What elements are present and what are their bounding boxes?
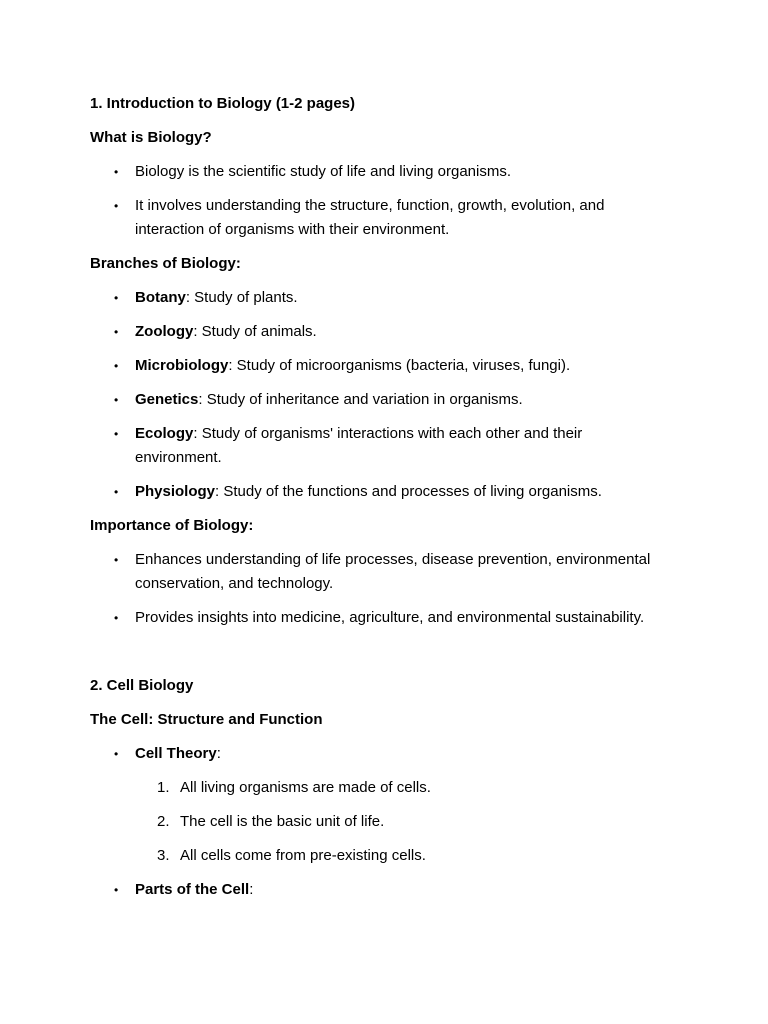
term-description: : Study of plants.	[185, 289, 298, 306]
list-item: • Biology is the scientific study of life and living organisms.	[90, 160, 665, 184]
term-genetics: Genetics	[135, 391, 199, 408]
numbered-item	[135, 776, 665, 800]
section-1-title: 1. Introduction to Biology (1-2 pages)	[90, 95, 356, 112]
list-item	[90, 354, 665, 378]
list-item	[90, 878, 665, 902]
branches-heading: Branches of Biology:	[90, 255, 241, 272]
importance-list	[90, 548, 678, 630]
term-parts-of-cell: Parts of the Cell	[135, 881, 250, 898]
term-description: : Study of microorganisms (bacteria, viruses, fungi).	[228, 357, 571, 374]
term-ecology: Ecology	[135, 425, 194, 442]
item-text: The cell is the basic unit of life.	[180, 813, 385, 830]
cell-structure-heading: The Cell: Structure and Function	[90, 711, 323, 728]
term-description: : Study of the functions and processes of living organisms.	[215, 483, 602, 500]
importance-heading: Importance of Biology:	[90, 517, 254, 534]
term-suffix: :	[216, 745, 221, 762]
item-text: All cells come from pre-existing cells.	[180, 847, 426, 864]
term-physiology: Physiology	[135, 483, 216, 500]
cell-biology-list	[90, 742, 678, 902]
what-is-biology-list	[90, 160, 678, 242]
numbered-item	[135, 810, 665, 834]
term-zoology: Zoology	[135, 323, 194, 340]
term-description: : Study of animals.	[193, 323, 317, 340]
section-2-title: 2. Cell Biology	[90, 677, 194, 694]
item-text: All living organisms are made of cells.	[180, 779, 431, 796]
list-item	[90, 320, 665, 344]
list-item: • Provides insights into medicine, agriculture, and environmental sustainability.	[90, 606, 665, 630]
term-botany: Botany	[135, 289, 186, 306]
item-number: 1.	[157, 779, 170, 796]
list-item	[90, 480, 665, 504]
list-item	[90, 286, 665, 310]
what-is-biology-heading: What is Biology?	[90, 129, 212, 146]
list-item	[90, 422, 665, 470]
term-cell-theory: Cell Theory	[135, 745, 217, 762]
term-suffix: :	[249, 881, 254, 898]
term-description: : Study of inheritance and variation in organisms.	[198, 391, 523, 408]
branches-list	[90, 286, 678, 504]
item-number: 3.	[157, 847, 170, 864]
list-item	[90, 388, 665, 412]
item-number: 2.	[157, 813, 170, 830]
section-spacer	[90, 640, 678, 674]
cell-theory-list	[135, 776, 665, 868]
list-item: • It involves understanding the structure, function, growth, evolution, and interaction of organisms with their environment.	[90, 194, 665, 242]
list-item: • Enhances understanding of life processes, disease prevention, environmental conservation, and technology.	[90, 548, 665, 596]
term-description: : Study of organisms' interactions with each other and their environment.	[135, 425, 583, 466]
term-microbiology: Microbiology	[135, 357, 229, 374]
numbered-item	[135, 844, 665, 868]
list-item	[90, 742, 665, 868]
